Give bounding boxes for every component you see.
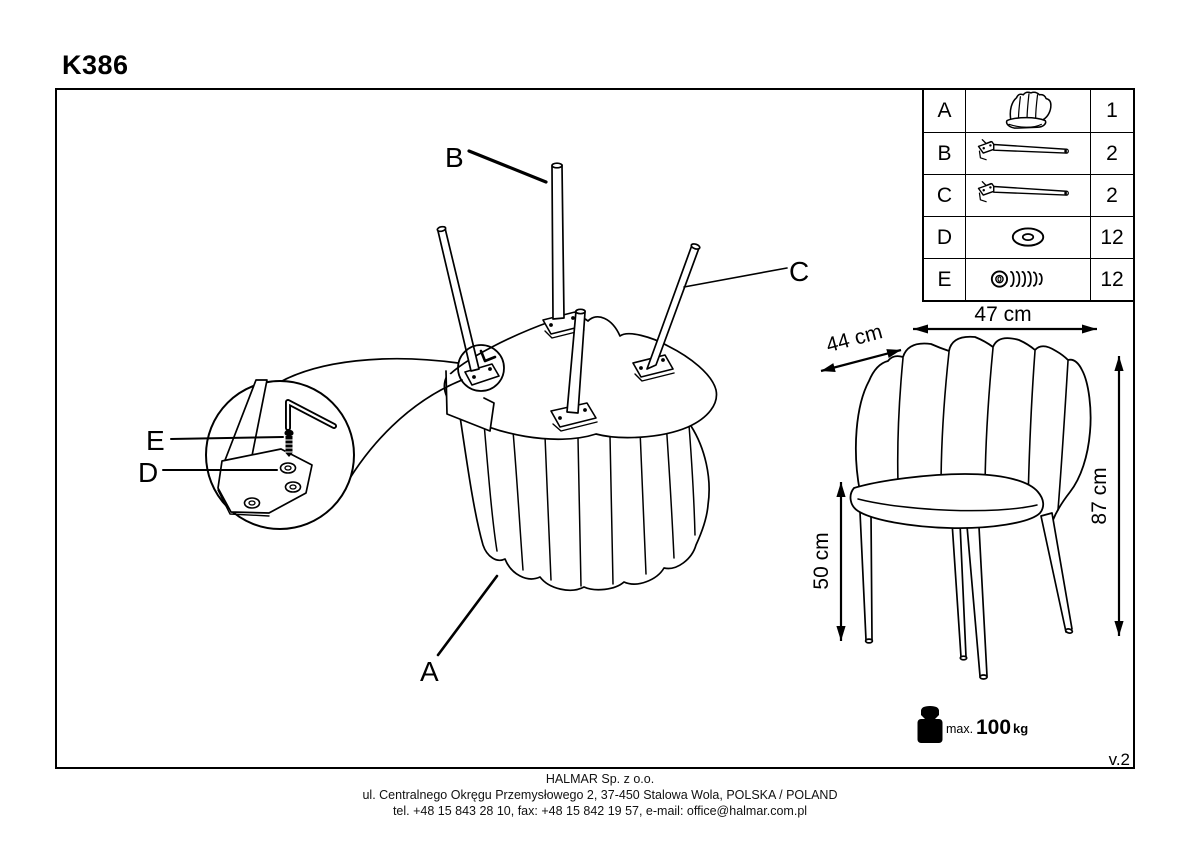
parts-row-d bbox=[924, 216, 1133, 258]
part-letter: E bbox=[924, 259, 966, 300]
parts-table bbox=[922, 88, 1135, 302]
dim-width-label: 47 cm bbox=[974, 303, 1032, 326]
leg-icon bbox=[966, 175, 1091, 216]
screw-icon bbox=[966, 259, 1091, 300]
leg-icon bbox=[966, 133, 1091, 174]
callout-a: A bbox=[420, 656, 439, 687]
part-qty: 2 bbox=[1106, 141, 1118, 165]
weight-limit bbox=[918, 706, 1029, 743]
callout-c: C bbox=[789, 256, 810, 287]
part-qty: 12 bbox=[1100, 225, 1124, 249]
parts-row-e bbox=[924, 258, 1133, 300]
part-letter: D bbox=[924, 217, 966, 258]
version-label: v.2 bbox=[1108, 750, 1130, 769]
footer-contact: tel. +48 15 843 28 10, fax: +48 15 842 19 57, e-mail: office@halmar.com.pl bbox=[392, 804, 808, 818]
dim-seat-height bbox=[810, 482, 846, 641]
dimensioned-chair-drawing bbox=[851, 337, 1091, 679]
exploded-chair-drawing bbox=[270, 163, 716, 590]
parts-row-b bbox=[924, 132, 1133, 174]
weight-unit: kg bbox=[1013, 721, 1029, 736]
page-title: K386 bbox=[62, 50, 129, 80]
dim-width bbox=[913, 303, 1097, 334]
footer bbox=[0, 771, 1200, 819]
weight-icon bbox=[918, 706, 943, 743]
part-letter: B bbox=[924, 133, 966, 174]
parts-row-a bbox=[924, 90, 1133, 132]
parts-row-c bbox=[924, 174, 1133, 216]
chair-seat bbox=[851, 474, 1044, 528]
part-qty: 2 bbox=[1106, 183, 1118, 207]
weight-max-label: max. bbox=[946, 722, 974, 736]
dim-seat-height-label: 50 cm bbox=[810, 532, 833, 590]
dim-height-label: 87 cm bbox=[1088, 467, 1111, 525]
seat-shell-icon bbox=[966, 90, 1091, 132]
part-qty: 1 bbox=[1106, 99, 1118, 122]
part-letter: A bbox=[924, 90, 966, 132]
part-qty: 12 bbox=[1100, 267, 1124, 291]
footer-company: HALMAR Sp. z o.o. bbox=[545, 772, 655, 786]
callout-b: B bbox=[445, 142, 464, 173]
leader-line-c bbox=[684, 268, 787, 287]
footer-address: ul. Centralnego Okręgu Przemysłowego 2, 37-450 Stalowa Wola, POLSKA / POLAND bbox=[362, 788, 838, 802]
leader-line-b bbox=[469, 151, 546, 182]
callout-e: E bbox=[146, 425, 165, 456]
dim-depth-label: 44 cm bbox=[823, 320, 885, 358]
detail-screw bbox=[284, 430, 293, 457]
callout-teardrop-lower bbox=[340, 380, 462, 495]
dim-height bbox=[1088, 356, 1124, 636]
callout-d: D bbox=[138, 457, 159, 488]
part-letter: C bbox=[924, 175, 966, 216]
washer-icon bbox=[966, 217, 1091, 258]
detail-bubble bbox=[163, 380, 354, 529]
weight-value: 100 bbox=[976, 716, 1012, 739]
chair-legs-front-view bbox=[860, 512, 1073, 679]
leader-line-a bbox=[438, 576, 497, 655]
